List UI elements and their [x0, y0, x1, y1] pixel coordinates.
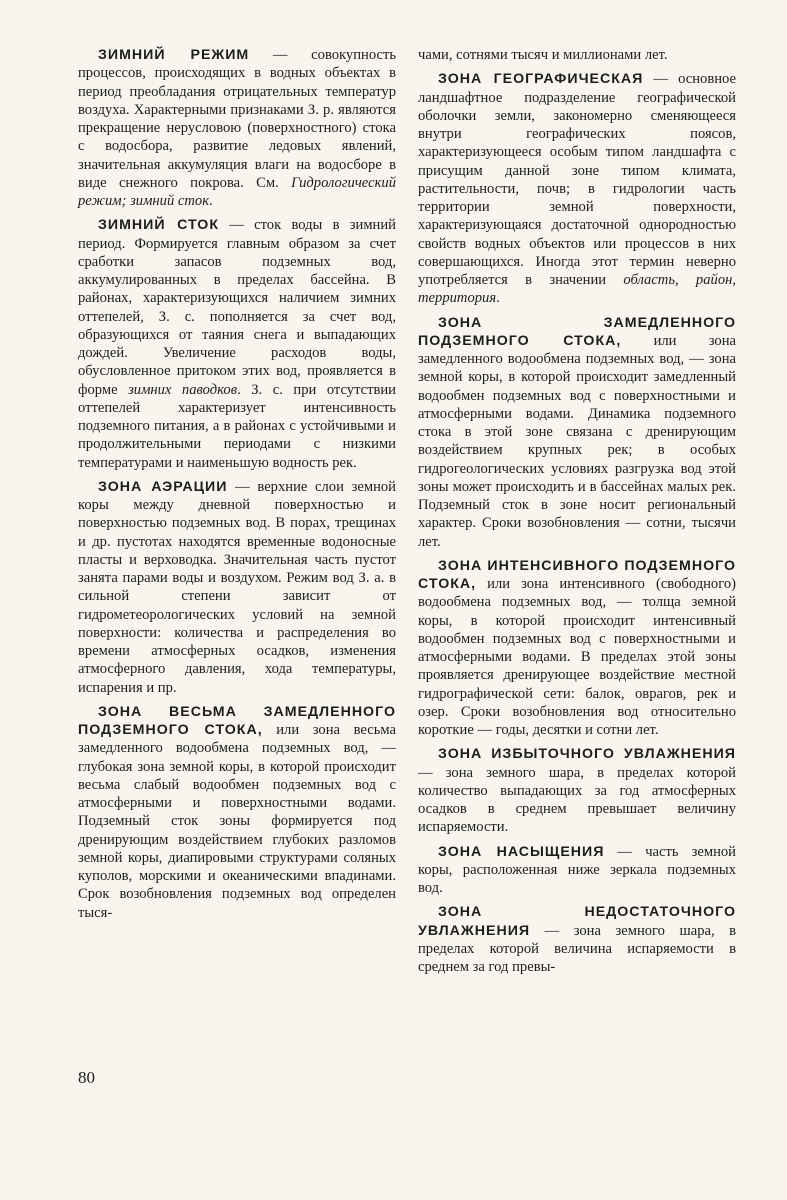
- entry-text: часть земной коры, расположенная ниже зеркала подземных вод.: [418, 843, 736, 896]
- entry-text: сток воды в зимний период. Формируется главным образом за счет сработки запасов подземных вод, аккумулированных в пределах бассейна. В районах, характеризующихся наличием зимних оттепелей, З. с. пополняется за счет вод, образующихся от таяния снега и выпадающих дождей. Увеличение расходов воды, обусловленное притоком этих вод, проявляется в форме: [78, 217, 396, 398]
- entry-zona-vesma-zamedlennogo: [78, 703, 396, 922]
- entry-zona-zamedlennogo: [418, 314, 736, 551]
- entry-zona-nasyscheniya: [418, 843, 736, 898]
- entry-space: [476, 576, 487, 592]
- entry-text: основное ландшафтное подразделение географической оболочки земли, закономерно сменяющееся внутри географических поясов, характеризующееся особым типом ландшафта с присущим данной зоне типом климата, растительности, почв; в гидрологии часть территории земной поверхности, характеризующаяся достаточной однородностью свойств водных объектов или процессов в них совершающихся. Иногда этот термин неверно употребляется в значении: [418, 71, 737, 288]
- entry-dash: —: [227, 478, 258, 495]
- entry-dash: —: [643, 71, 679, 88]
- entry-text: верхние слои земной коры между дневной поверхностью и поверхностью подземных вод. В порах, трещинах и др. пустотах находятся временные водоносные пласты и верховодка. Значительная часть пустот занята парами воды и воздухом. Режим вод З. а. в сильной степени зависит от гидрометеорологических условий на земной поверхности: количества и распределения во времени атмосферных осадков, изменения атмосферного давления, хода температуры, испарения и пр.: [78, 478, 396, 696]
- page-number: 80: [78, 1068, 95, 1087]
- entry-text: или зона интенсивного (свободного) водообмена подземных вод, — толща земной коры, в которой происходит интенсивный водообмен подземных вод с поверхностными и атмосферными водами. В пределах этой зоны проявляется дренирующее воздействие местной гидрографической сети: балок, оврагов, рек и озер. Сроки возобновления вод относительно короткие — годы, десятки и сотни лет.: [418, 576, 737, 738]
- left-column: [78, 46, 396, 928]
- entry-term: ЗИМНИЙ РЕЖИМ: [98, 47, 250, 63]
- entry-tail: . З. с. при отсутствии оттепелей характеризует интенсивность подземного питания, а в районах с устойчивыми и продолжительными периодами с низкими температурами и наименьшую водность рек.: [78, 381, 396, 471]
- entry-zona-intensivnogo: [418, 557, 736, 740]
- entry-italic: область, район, территория: [418, 272, 737, 307]
- right-column: [418, 46, 736, 982]
- entry-dash: —: [530, 922, 574, 939]
- entry-term: ЗИМНИЙ СТОК: [98, 217, 219, 234]
- entry-zona-izbytochnogo: [418, 745, 736, 836]
- entry-text: зона земного шара, в пределах которой величина испаряемости в среднем за год превы-: [418, 922, 737, 975]
- entry-dash: —: [219, 217, 255, 234]
- continuation-text: чами, сотнями тысяч и миллионами лет.: [418, 47, 668, 63]
- entry-term: ЗОНА ИЗБЫТОЧНОГО УВЛАЖНЕНИЯ: [438, 746, 736, 763]
- entry-term: ЗОНА НЕДОСТАТОЧНОГО УВЛАЖНЕНИЯ: [418, 904, 736, 939]
- entry-term: ЗОНА ИНТЕНСИВНОГО ПОДЗЕМНОГО СТОКА,: [418, 557, 736, 592]
- entry-space: [263, 722, 277, 738]
- entry-zona-nedostatochnogo: [418, 903, 736, 976]
- entry-term: ЗОНА ЗАМЕДЛЕННОГО ПОДЗЕМНОГО СТОКА,: [418, 314, 736, 349]
- entry-zimniy-rezhim: [78, 46, 396, 210]
- entry-text: или зона весьма замедленного водообмена подземных вод, — глубокая зона земной коры, в которой происходит весьма слабый водообмен подземных вод с атмосферными и поверхностными водами. Подземный сток зоны формируется под дренирующим воздействием глубоких разломов земной коры, диапировыми структурами соляных куполов, морскими и океаническими впадинами. Срок возобновления подземных вод определен тыся-: [78, 722, 396, 921]
- entry-zona-aeratsii: [78, 478, 396, 697]
- entry-term: ЗОНА ГЕОГРАФИЧЕСКАЯ: [438, 71, 644, 88]
- entry-reference: Гидрологический режим; зимний сток: [78, 174, 396, 209]
- entry-tail: .: [209, 193, 213, 209]
- entry-dash: —: [604, 843, 646, 860]
- entry-continuation: [418, 46, 736, 64]
- entry-dash: —: [418, 764, 446, 781]
- entry-term: ЗОНА АЭРАЦИИ: [98, 478, 228, 495]
- entry-text: зона земного шара, в пределах которой количество выпадающих за год атмосферных осадков в среднем превышает величину испаряемости.: [418, 764, 736, 836]
- entry-zimniy-stok: [78, 216, 396, 472]
- entry-term: ЗОНА НАСЫЩЕНИЯ: [438, 843, 605, 860]
- entry-term: ЗОНА ВЕСЬМА ЗАМЕДЛЕННОГО ПОДЗЕМНОГО СТОКА,: [78, 703, 396, 738]
- entry-dash: —: [249, 47, 312, 63]
- entry-text: или зона замедленного водообмена подземных вод, — зона земной коры, в которой происходит замедленный водообмен подземных вод с поверхностными и атмосферными водами. Динамика подземного стока в этой зоне связана с дренирующим воздействием крупных рек; в особых гидрогеологических условиях разгрузка вод этой зоны может происходить и в бассейнах малых рек. Подземный сток в зоне носит региональный характер. Сроки возобновления — сотни, тысячи лет.: [418, 332, 736, 550]
- entry-tail: .: [496, 290, 500, 307]
- entry-text: совокупность процессов, происходящих в водных объектах в период преобладания отрицательных температур воздуха. Характерными признаками З. р. являются прекращение нерусловою (поверхностного) стока с водосбора, развитие ледовых явлений, значительная аккумуляция влаги на водосборе в виде снежного покрова. См.: [78, 47, 397, 191]
- entry-space: [621, 333, 653, 349]
- entry-italic: зимних паводков: [128, 381, 238, 398]
- entry-zona-geograficheskaya: [418, 70, 736, 307]
